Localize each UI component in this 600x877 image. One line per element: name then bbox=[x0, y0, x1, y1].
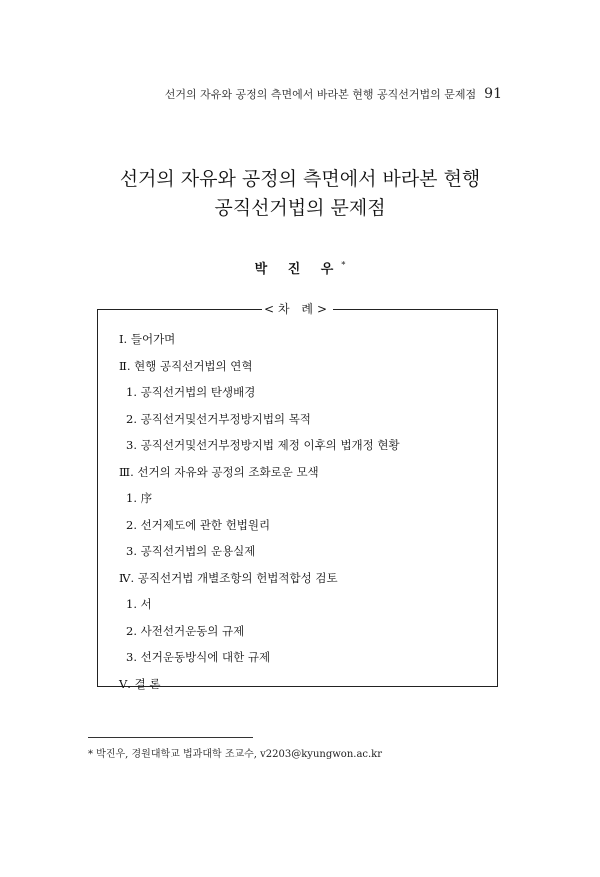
toc-list bbox=[98, 326, 497, 697]
author-name: 박 진 우 bbox=[254, 262, 342, 277]
toc-subsection: 1. 서 bbox=[126, 597, 152, 611]
author-footnote-mark: * bbox=[341, 260, 346, 270]
paper-title-line-1: 선거의 자유와 공정의 측면에서 바라본 현행 bbox=[119, 168, 481, 190]
toc-label: <차 례> bbox=[263, 302, 332, 316]
paper-title-line-2: 공직선거법의 문제점 bbox=[214, 197, 386, 219]
toc-section: Ⅱ. 현행 공직선거법의 연혁 bbox=[119, 358, 253, 373]
toc-section: Ⅴ. 결 론 bbox=[119, 676, 161, 691]
toc-subsection: 2. 사전선거운동의 규제 bbox=[126, 623, 245, 638]
toc-section: Ⅰ. 들어가며 bbox=[119, 332, 176, 346]
toc-subsection: 1. 序 bbox=[126, 491, 153, 505]
footnote-divider bbox=[88, 737, 253, 738]
running-head bbox=[165, 86, 502, 102]
toc-subsection: 2. 공직선거및선거부정방지법의 목적 bbox=[126, 411, 311, 426]
toc-subsection: 2. 선거제도에 관한 헌법원리 bbox=[126, 517, 271, 532]
toc-subsection: 3. 선거운동방식에 대한 규제 bbox=[126, 650, 271, 664]
author bbox=[0, 258, 600, 277]
paper-title bbox=[0, 165, 600, 223]
footnote: * 박진우, 경원대학교 법과대학 조교수, v2203@kyungwon.ac.kr bbox=[88, 749, 383, 760]
table-of-contents bbox=[97, 302, 498, 691]
page-number: 91 bbox=[484, 86, 502, 102]
toc-section: Ⅳ. 공직선거법 개별조항의 헌법적합성 검토 bbox=[119, 570, 338, 585]
toc-subsection: 1. 공직선거법의 탄생배경 bbox=[126, 385, 256, 399]
toc-subsection: 3. 공직선거법의 운용실제 bbox=[126, 544, 256, 558]
running-head-title: 선거의 자유와 공정의 측면에서 바라본 현행 공직선거법의 문제점 bbox=[164, 88, 477, 101]
toc-subsection: 3. 공직선거및선거부정방지법 제정 이후의 법개정 현황 bbox=[126, 438, 400, 452]
toc-section: Ⅲ. 선거의 자유와 공정의 조화로운 모색 bbox=[119, 464, 319, 479]
